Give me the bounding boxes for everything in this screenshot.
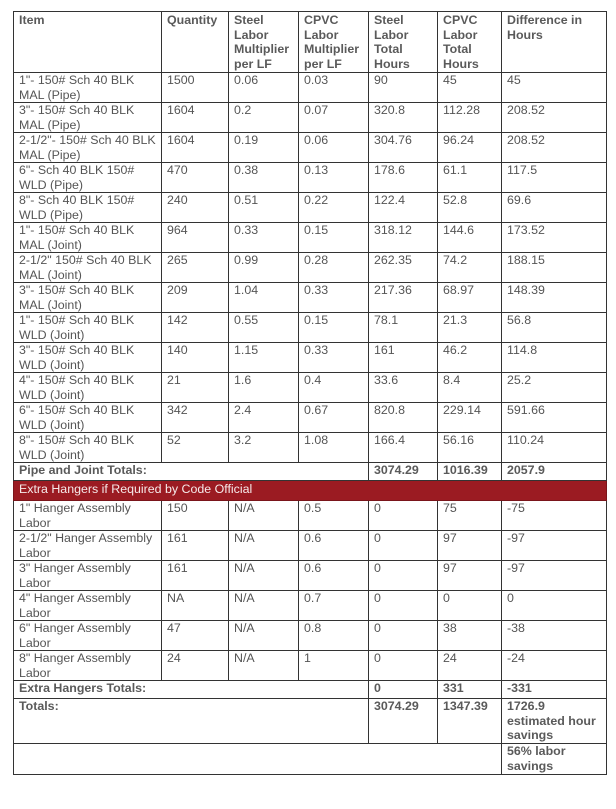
grand-totals-steel: 3074.29 xyxy=(369,699,438,744)
pipe-totals-steel: 3074.29 xyxy=(369,463,438,481)
cell-difference: 188.15 xyxy=(502,253,607,283)
cell-difference: -97 xyxy=(502,531,607,561)
cell-steel-hours: 0 xyxy=(369,561,438,591)
cell-quantity: 240 xyxy=(162,193,229,223)
cell-quantity: 24 xyxy=(162,651,229,681)
table-row xyxy=(14,343,607,373)
cell-difference: 117.5 xyxy=(502,163,607,193)
cell-item: 3" Hanger Assembly Labor xyxy=(14,561,162,591)
cell-cpvc-hours: 75 xyxy=(438,501,502,531)
cell-steel-hours: 0 xyxy=(369,591,438,621)
cell-item: 1"- 150# Sch 40 BLK MAL (Joint) xyxy=(14,223,162,253)
cell-difference: 114.8 xyxy=(502,343,607,373)
cell-steel-multiplier: 0.06 xyxy=(229,73,299,103)
header-steel-hours: Steel Labor Total Hours xyxy=(369,12,438,73)
cell-steel-hours: 178.6 xyxy=(369,163,438,193)
hanger-totals-row xyxy=(14,681,607,699)
cell-cpvc-hours: 61.1 xyxy=(438,163,502,193)
cell-steel-multiplier: N/A xyxy=(229,621,299,651)
cell-steel-multiplier: 2.4 xyxy=(229,403,299,433)
cell-steel-hours: 78.1 xyxy=(369,313,438,343)
cell-item: 3"- 150# Sch 40 BLK MAL (Joint) xyxy=(14,283,162,313)
table-row xyxy=(14,73,607,103)
cell-cpvc-multiplier: 0.15 xyxy=(299,223,369,253)
cell-quantity: 140 xyxy=(162,343,229,373)
cell-item: 2-1/2" 150# Sch 40 BLK MAL (Joint) xyxy=(14,253,162,283)
cell-item: 4" Hanger Assembly Labor xyxy=(14,591,162,621)
cell-cpvc-hours: 24 xyxy=(438,651,502,681)
header-steel-multiplier: Steel Labor Multiplier per LF xyxy=(229,12,299,73)
cell-quantity: 161 xyxy=(162,531,229,561)
section-header-row xyxy=(14,481,607,501)
cell-item: 8"- 150# Sch 40 BLK WLD (Joint) xyxy=(14,433,162,463)
cell-steel-multiplier: 0.2 xyxy=(229,103,299,133)
table-row xyxy=(14,651,607,681)
cell-difference: 173.52 xyxy=(502,223,607,253)
cell-quantity: 21 xyxy=(162,373,229,403)
cell-steel-multiplier: 1.6 xyxy=(229,373,299,403)
savings-spacer xyxy=(14,744,502,775)
table-row xyxy=(14,591,607,621)
labor-comparison-table xyxy=(13,11,607,775)
grand-totals-diff: 1726.9 estimated hour savings xyxy=(502,699,607,744)
cell-cpvc-multiplier: 0.28 xyxy=(299,253,369,283)
header-row xyxy=(14,12,607,73)
cell-difference: -38 xyxy=(502,621,607,651)
section-title: Extra Hangers if Required by Code Official xyxy=(14,481,607,501)
cell-quantity: 161 xyxy=(162,561,229,591)
cell-steel-hours: 0 xyxy=(369,501,438,531)
cell-cpvc-hours: 0 xyxy=(438,591,502,621)
table-row xyxy=(14,561,607,591)
cell-steel-multiplier: 0.19 xyxy=(229,133,299,163)
cell-quantity: NA xyxy=(162,591,229,621)
cell-steel-hours: 318.12 xyxy=(369,223,438,253)
cell-steel-hours: 33.6 xyxy=(369,373,438,403)
cell-cpvc-hours: 52.8 xyxy=(438,193,502,223)
pipe-totals-cpvc: 1016.39 xyxy=(438,463,502,481)
cell-cpvc-multiplier: 0.07 xyxy=(299,103,369,133)
header-cpvc-hours: CPVC Labor Total Hours xyxy=(438,12,502,73)
grand-totals-row xyxy=(14,699,607,744)
cell-difference: 0 xyxy=(502,591,607,621)
hanger-totals-label: Extra Hangers Totals: xyxy=(14,681,369,699)
cell-steel-hours: 166.4 xyxy=(369,433,438,463)
cell-difference: 208.52 xyxy=(502,103,607,133)
cell-quantity: 342 xyxy=(162,403,229,433)
cell-difference: 591.66 xyxy=(502,403,607,433)
table-row xyxy=(14,313,607,343)
cell-difference: 148.39 xyxy=(502,283,607,313)
grand-totals-label: Totals: xyxy=(14,699,369,744)
cell-cpvc-hours: 112.28 xyxy=(438,103,502,133)
cell-steel-multiplier: 0.38 xyxy=(229,163,299,193)
cell-item: 6"- 150# Sch 40 BLK WLD (Joint) xyxy=(14,403,162,433)
cell-steel-multiplier: 0.33 xyxy=(229,223,299,253)
cell-cpvc-multiplier: 0.7 xyxy=(299,591,369,621)
cell-cpvc-multiplier: 0.06 xyxy=(299,133,369,163)
cell-steel-hours: 0 xyxy=(369,621,438,651)
cell-quantity: 1604 xyxy=(162,103,229,133)
pipe-totals-label: Pipe and Joint Totals: xyxy=(14,463,369,481)
cell-quantity: 470 xyxy=(162,163,229,193)
table-row xyxy=(14,223,607,253)
cell-cpvc-hours: 144.6 xyxy=(438,223,502,253)
cell-quantity: 47 xyxy=(162,621,229,651)
cell-steel-hours: 320.8 xyxy=(369,103,438,133)
cell-cpvc-hours: 21.3 xyxy=(438,313,502,343)
cell-item: 4"- 150# Sch 40 BLK WLD (Joint) xyxy=(14,373,162,403)
cell-quantity: 1500 xyxy=(162,73,229,103)
cell-steel-multiplier: 1.15 xyxy=(229,343,299,373)
cell-cpvc-hours: 45 xyxy=(438,73,502,103)
cell-cpvc-hours: 229.14 xyxy=(438,403,502,433)
cell-difference: 56.8 xyxy=(502,313,607,343)
cell-cpvc-multiplier: 0.33 xyxy=(299,283,369,313)
cell-cpvc-hours: 38 xyxy=(438,621,502,651)
hanger-totals-diff: -331 xyxy=(502,681,607,699)
hanger-totals-steel: 0 xyxy=(369,681,438,699)
cell-steel-hours: 820.8 xyxy=(369,403,438,433)
cell-item: 1"- 150# Sch 40 BLK MAL (Pipe) xyxy=(14,73,162,103)
savings-row xyxy=(14,744,607,775)
cell-steel-multiplier: 0.51 xyxy=(229,193,299,223)
cell-cpvc-hours: 46.2 xyxy=(438,343,502,373)
summary xyxy=(14,681,607,775)
cell-steel-multiplier: 0.99 xyxy=(229,253,299,283)
cell-item: 1" Hanger Assembly Labor xyxy=(14,501,162,531)
cell-steel-multiplier: N/A xyxy=(229,591,299,621)
pipe-totals-row xyxy=(14,463,607,481)
cell-steel-hours: 0 xyxy=(369,651,438,681)
savings-note: 56% labor savings xyxy=(502,744,607,775)
cell-cpvc-multiplier: 1 xyxy=(299,651,369,681)
cell-cpvc-multiplier: 0.03 xyxy=(299,73,369,103)
header-difference: Difference in Hours xyxy=(502,12,607,73)
cell-item: 8" Hanger Assembly Labor xyxy=(14,651,162,681)
pipe-totals xyxy=(14,463,607,501)
cell-item: 6" Hanger Assembly Labor xyxy=(14,621,162,651)
table-row xyxy=(14,253,607,283)
header-quantity: Quantity xyxy=(162,12,229,73)
cell-steel-multiplier: 1.04 xyxy=(229,283,299,313)
cell-steel-multiplier: 3.2 xyxy=(229,433,299,463)
cell-cpvc-multiplier: 0.6 xyxy=(299,531,369,561)
cell-steel-multiplier: 0.55 xyxy=(229,313,299,343)
table-row xyxy=(14,133,607,163)
cell-steel-multiplier: N/A xyxy=(229,531,299,561)
hanger-rows xyxy=(14,501,607,681)
cell-difference: 69.6 xyxy=(502,193,607,223)
cell-difference: 110.24 xyxy=(502,433,607,463)
table-row xyxy=(14,433,607,463)
cell-difference: -24 xyxy=(502,651,607,681)
hanger-totals-cpvc: 331 xyxy=(438,681,502,699)
cell-cpvc-hours: 8.4 xyxy=(438,373,502,403)
cell-cpvc-hours: 96.24 xyxy=(438,133,502,163)
cell-steel-hours: 0 xyxy=(369,531,438,561)
cell-item: 2-1/2"- 150# Sch 40 BLK MAL (Pipe) xyxy=(14,133,162,163)
table-row xyxy=(14,103,607,133)
cell-steel-multiplier: N/A xyxy=(229,651,299,681)
cell-quantity: 142 xyxy=(162,313,229,343)
cell-steel-multiplier: N/A xyxy=(229,501,299,531)
cell-cpvc-multiplier: 0.67 xyxy=(299,403,369,433)
cell-quantity: 265 xyxy=(162,253,229,283)
cell-item: 8"- Sch 40 BLK 150# WLD (Pipe) xyxy=(14,193,162,223)
table-row xyxy=(14,373,607,403)
table-row xyxy=(14,403,607,433)
cell-quantity: 52 xyxy=(162,433,229,463)
cell-quantity: 150 xyxy=(162,501,229,531)
cell-cpvc-multiplier: 0.5 xyxy=(299,501,369,531)
pipe-rows xyxy=(14,73,607,463)
cell-cpvc-multiplier: 0.8 xyxy=(299,621,369,651)
cell-cpvc-hours: 97 xyxy=(438,561,502,591)
table-row xyxy=(14,531,607,561)
cell-steel-hours: 217.36 xyxy=(369,283,438,313)
table-row xyxy=(14,193,607,223)
cell-cpvc-hours: 74.2 xyxy=(438,253,502,283)
cell-difference: 25.2 xyxy=(502,373,607,403)
cell-item: 3"- 150# Sch 40 BLK WLD (Joint) xyxy=(14,343,162,373)
cell-steel-hours: 90 xyxy=(369,73,438,103)
cell-cpvc-multiplier: 1.08 xyxy=(299,433,369,463)
cell-quantity: 209 xyxy=(162,283,229,313)
table-row xyxy=(14,283,607,313)
cell-cpvc-multiplier: 0.33 xyxy=(299,343,369,373)
cell-cpvc-multiplier: 0.22 xyxy=(299,193,369,223)
cell-steel-multiplier: N/A xyxy=(229,561,299,591)
header-item: Item xyxy=(14,12,162,73)
cell-item: 6"- Sch 40 BLK 150# WLD (Pipe) xyxy=(14,163,162,193)
cell-cpvc-multiplier: 0.13 xyxy=(299,163,369,193)
pipe-totals-diff: 2057.9 xyxy=(502,463,607,481)
table-row xyxy=(14,163,607,193)
cell-quantity: 964 xyxy=(162,223,229,253)
cell-quantity: 1604 xyxy=(162,133,229,163)
table-row xyxy=(14,621,607,651)
cell-difference: -97 xyxy=(502,561,607,591)
table-row xyxy=(14,501,607,531)
cell-steel-hours: 262.35 xyxy=(369,253,438,283)
cell-cpvc-hours: 56.16 xyxy=(438,433,502,463)
cell-difference: -75 xyxy=(502,501,607,531)
grand-totals-cpvc: 1347.39 xyxy=(438,699,502,744)
cell-steel-hours: 304.76 xyxy=(369,133,438,163)
cell-cpvc-hours: 68.97 xyxy=(438,283,502,313)
cell-difference: 45 xyxy=(502,73,607,103)
cell-cpvc-multiplier: 0.6 xyxy=(299,561,369,591)
cell-difference: 208.52 xyxy=(502,133,607,163)
cell-item: 3"- 150# Sch 40 BLK MAL (Pipe) xyxy=(14,103,162,133)
cell-cpvc-multiplier: 0.15 xyxy=(299,313,369,343)
header-cpvc-multiplier: CPVC Labor Multiplier per LF xyxy=(299,12,369,73)
cell-item: 2-1/2" Hanger Assembly Labor xyxy=(14,531,162,561)
cell-item: 1"- 150# Sch 40 BLK WLD (Joint) xyxy=(14,313,162,343)
cell-cpvc-multiplier: 0.4 xyxy=(299,373,369,403)
cell-cpvc-hours: 97 xyxy=(438,531,502,561)
cell-steel-hours: 161 xyxy=(369,343,438,373)
cell-steel-hours: 122.4 xyxy=(369,193,438,223)
